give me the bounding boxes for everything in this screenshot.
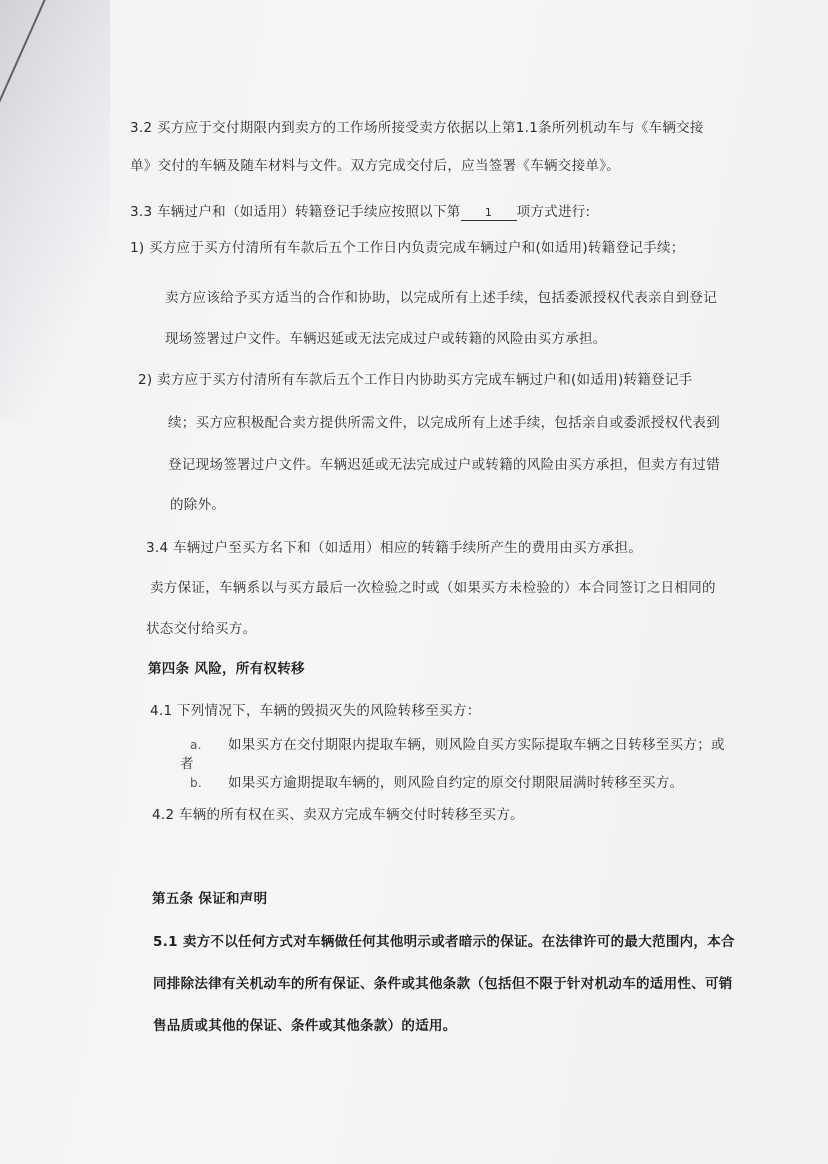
warranty-line-2: 状态交付给买方。 xyxy=(146,621,257,637)
clause-3-2-line-1: 3.2 买方应于交付期限内到卖方的工作场所接受卖方依据以上第1.1条所列机动车与《车辆交接 xyxy=(130,120,704,136)
article-4-heading: 第四条 风险，所有权转移 xyxy=(148,661,305,677)
option-2-line-3: 登记现场签署过户文件。车辆迟延或无法完成过户或转籍的风险由买方承担，但卖方有过错 xyxy=(168,457,720,473)
option-number-blank: 1 xyxy=(461,206,517,221)
warranty-line-1: 卖方保证，车辆系以与买方最后一次检验之时或（如果买方未检验的）本合同签订之日相同的 xyxy=(150,580,716,596)
article-5-heading: 第五条 保证和声明 xyxy=(152,891,268,907)
option-1-line-2: 卖方应该给予买方适当的合作和协助，以完成所有上述手续，包括委派授权代表亲自到登记 xyxy=(165,290,717,306)
clause-4-2: 4.2 车辆的所有权在买、卖双方完成车辆交付时转移至买方。 xyxy=(152,807,524,823)
option-2-line-1: 2) 卖方应于买方付清所有车款后五个工作日内协助买方完成车辆过户和(如适用)转籍登记手 xyxy=(138,372,693,388)
option-2-line-4: 的除外。 xyxy=(170,497,226,513)
item-b-text: 如果买方逾期提取车辆的，则风险自约定的原交付期限届满时转移至买方。 xyxy=(228,775,684,791)
option-2-line-2: 续；买方应积极配合卖方提供所需文件，以完成所有上述手续，包括亲自或委派授权代表到 xyxy=(168,415,720,431)
clause-3-2-line-2: 单》交付的车辆及随车材料与文件。双方完成交付后，应当签署《车辆交接单》。 xyxy=(130,158,621,174)
clause-4-1: 4.1 下列情况下，车辆的毁损灭失的风险转移至买方： xyxy=(150,703,481,719)
clause-5-1-line-1: 5.1 卖方不以任何方式对车辆做任何其他明示或者暗示的保证。在法律许可的最大范围内，本合 xyxy=(153,934,735,950)
item-a-text: 如果买方在交付期限内提取车辆，则风险自买方实际提取车辆之日转移至买方；或 xyxy=(228,737,725,753)
clause-4-1-a xyxy=(190,735,725,755)
item-b-marker: b. xyxy=(190,776,203,790)
clause-4-1-a-tail: 者 xyxy=(180,756,194,772)
option-1-line-3: 现场签署过户文件。车辆迟延或无法完成过户或转籍的风险由买方承担。 xyxy=(165,331,607,347)
clause-3-3 xyxy=(130,202,590,222)
option-1-line-1: 1) 买方应于买方付清所有车款后五个工作日内负责完成车辆过户和(如适用)转籍登记手续； xyxy=(130,240,685,256)
clause-4-1-b xyxy=(190,773,683,793)
clause-5-1-line-3: 售品质或其他的保证、条件或其他条款）的适用。 xyxy=(153,1018,457,1034)
clause-3-3-suffix: 项方式进行: xyxy=(516,204,591,220)
clause-5-1-line-2: 同排除法律有关机动车的所有保证、条件或其他条款（包括但不限于针对机动车的适用性、可销 xyxy=(153,976,733,992)
clause-3-3-prefix: 3.3 车辆过户和（如适用）转籍登记手续应按照以下第 xyxy=(130,204,461,220)
clause-3-4: 3.4 车辆过户至买方名下和（如适用）相应的转籍手续所产生的费用由买方承担。 xyxy=(146,540,643,556)
item-a-marker: a. xyxy=(190,738,202,752)
